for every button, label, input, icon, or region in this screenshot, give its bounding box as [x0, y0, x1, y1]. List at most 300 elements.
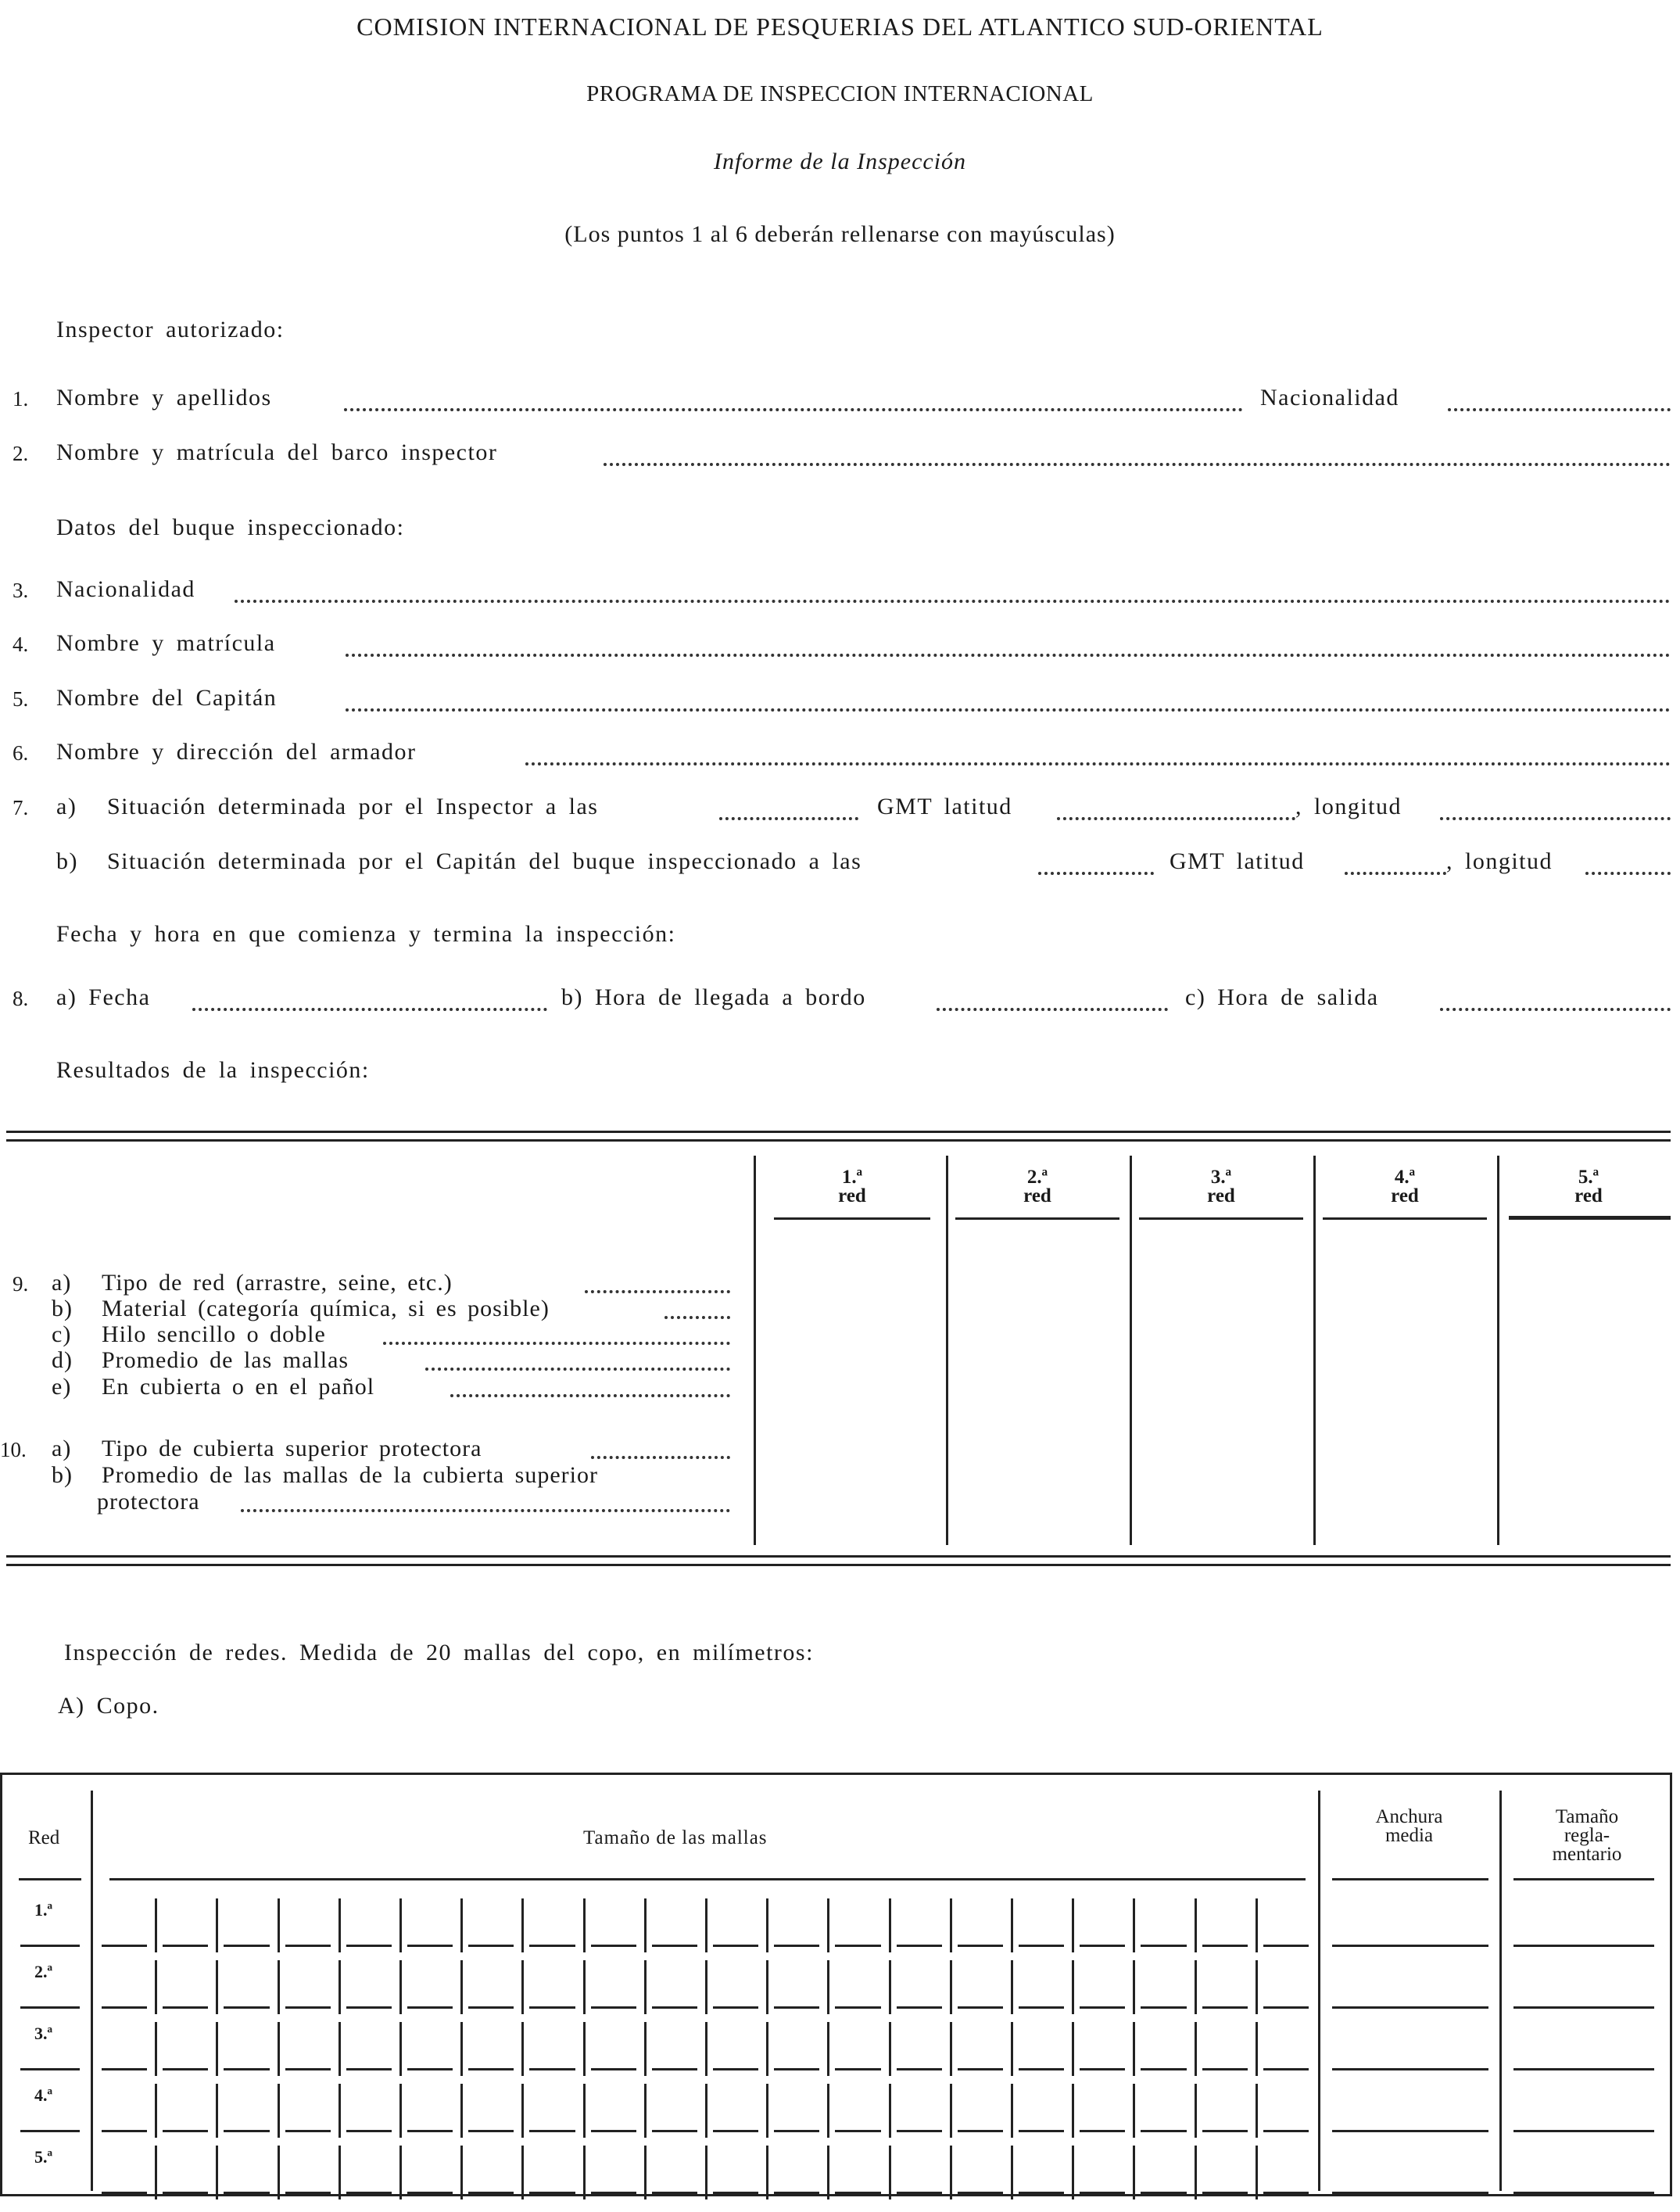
position-b-letter: b): [56, 848, 78, 874]
arrival-label: b) Hora de llegada a bordo: [561, 984, 866, 1010]
net-column-header-1: 1.ª red: [838, 1167, 866, 1206]
item9-c-letter: c): [52, 1321, 72, 1347]
program-title: PROGRAMA DE INSPECCION INTERNACIONAL: [586, 81, 1094, 106]
average-width-entry[interactable]: [1332, 1945, 1488, 1947]
mesh-size-entry[interactable]: [1202, 2006, 1248, 2009]
position-a-time-input-line[interactable]: [719, 817, 858, 820]
mesh-size-entry[interactable]: [1263, 1945, 1309, 1947]
mesh-cell-divider: [1133, 1898, 1135, 1952]
item10-b-letter: b): [52, 1462, 73, 1488]
nets-table-bottom: [0, 2194, 1672, 2196]
mesh-cell-divider: [1133, 1960, 1135, 2014]
mesh-cell-divider: [889, 2084, 891, 2138]
mesh-cell-divider: [583, 2146, 586, 2199]
mesh-cell-divider: [583, 1898, 586, 1952]
field-label-captain: Nombre del Capitán: [56, 685, 278, 711]
mesh-cell-divider: [1256, 2022, 1258, 2076]
mesh-cell-divider: [1195, 1960, 1197, 2014]
mesh-size-entry[interactable]: [102, 2192, 147, 2194]
mesh-cell-divider: [460, 2022, 463, 2076]
mesh-size-entry[interactable]: [652, 2130, 697, 2132]
mesh-cell-divider: [950, 2146, 952, 2199]
item10-b-text: Promedio de las mallas de la cubierta superior: [102, 1462, 598, 1488]
mesh-size-entry[interactable]: [774, 2192, 819, 2194]
regulation-size-entry[interactable]: [1513, 2068, 1654, 2070]
net-row-divider: [20, 2006, 80, 2009]
report-title: Informe de la Inspección: [713, 149, 967, 174]
mesh-size-entry[interactable]: [1080, 1945, 1125, 1947]
nets-table-top: [0, 1773, 1672, 1775]
mesh-size-entry[interactable]: [468, 2130, 514, 2132]
mesh-size-entry[interactable]: [346, 2130, 392, 2132]
mesh-size-entry[interactable]: [1263, 2068, 1309, 2070]
mesh-size-entry[interactable]: [285, 1945, 331, 1947]
mesh-size-entry[interactable]: [774, 2130, 819, 2132]
results-table-bottom-rule-2: [6, 1564, 1671, 1566]
regulation-size-entry[interactable]: [1513, 1945, 1654, 1947]
nets-table-right: [1670, 1773, 1672, 2196]
mesh-cell-divider: [950, 1960, 952, 2014]
mesh-cell-divider: [216, 1898, 218, 1952]
mesh-cell-divider: [521, 2084, 524, 2138]
mesh-size-entry[interactable]: [835, 2068, 880, 2070]
mesh-cell-divider: [521, 2146, 524, 2199]
mesh-cell-divider: [278, 2084, 280, 2138]
mesh-cell-divider: [339, 1898, 341, 1952]
mesh-size-entry[interactable]: [224, 2192, 269, 2194]
mesh-size-entry[interactable]: [346, 1945, 392, 1947]
item9-b-text: Material (categoría química, si es posible): [102, 1296, 550, 1321]
results-heading: Resultados de la inspección:: [56, 1057, 370, 1083]
mesh-size-entry[interactable]: [163, 1945, 208, 1947]
mesh-size-entry[interactable]: [835, 1945, 880, 1947]
name-input-line[interactable]: [344, 408, 1243, 411]
nets-header-underline-size: [109, 1878, 1306, 1880]
mesh-size-entry[interactable]: [285, 2130, 331, 2132]
net-row-label: 1.ª: [34, 1900, 53, 1920]
mesh-cell-divider: [889, 2022, 891, 2076]
mesh-size-entry[interactable]: [1019, 2192, 1064, 2194]
nets-table-left: [0, 1773, 2, 2196]
item-number: 5.: [13, 687, 29, 711]
mesh-size-entry[interactable]: [163, 2006, 208, 2009]
position-a-latitude-input-line[interactable]: [1057, 817, 1295, 820]
position-b-latitude-input-line[interactable]: [1345, 872, 1446, 875]
mesh-size-entry[interactable]: [1202, 2068, 1248, 2070]
position-b-gmt-label: GMT latitud: [1170, 848, 1305, 874]
mesh-cell-divider: [339, 2084, 341, 2138]
mesh-size-entry[interactable]: [1141, 2130, 1186, 2132]
item9-b-letter: b): [52, 1296, 73, 1321]
item-number: 4.: [13, 633, 29, 656]
mesh-size-entry[interactable]: [407, 1945, 453, 1947]
net-row-label: 5.ª: [34, 2147, 53, 2167]
item-number: 6.: [13, 741, 29, 765]
mesh-size-entry[interactable]: [591, 2192, 636, 2194]
mesh-size-entry[interactable]: [1263, 2006, 1309, 2009]
item9-d-leader: [425, 1368, 730, 1371]
mesh-size-entry[interactable]: [1141, 2068, 1186, 2070]
mesh-size-entry[interactable]: [1202, 2130, 1248, 2132]
mesh-size-entry[interactable]: [713, 1945, 758, 1947]
mesh-size-entry[interactable]: [897, 1945, 942, 1947]
mesh-size-entry[interactable]: [897, 2068, 942, 2070]
field-label-vessel-nationality: Nacionalidad: [56, 576, 195, 602]
nets-col-red: Red: [28, 1827, 60, 1848]
item-number: 3.: [13, 579, 29, 602]
mesh-cell-divider: [155, 1898, 157, 1952]
mesh-size-entry[interactable]: [1080, 2130, 1125, 2132]
mesh-size-entry[interactable]: [1019, 2068, 1064, 2070]
mesh-size-entry[interactable]: [224, 2068, 269, 2070]
net-column-header-4: 4.ª red: [1391, 1167, 1419, 1206]
mesh-cell-divider: [766, 2022, 768, 2076]
item9-d-text: Promedio de las mallas: [102, 1347, 349, 1373]
uppercase-note: (Los puntos 1 al 6 deberán rellenarse con mayúsculas): [564, 221, 1116, 247]
ship-input-line[interactable]: [604, 463, 1671, 466]
mesh-size-entry[interactable]: [224, 2006, 269, 2009]
captain-input-line[interactable]: [346, 708, 1671, 712]
mesh-size-entry[interactable]: [224, 2130, 269, 2132]
mesh-size-entry[interactable]: [163, 2130, 208, 2132]
mesh-cell-divider: [399, 2022, 402, 2076]
mesh-cell-divider: [1195, 1898, 1197, 1952]
mesh-size-entry[interactable]: [102, 1945, 147, 1947]
average-width-entry[interactable]: [1332, 2068, 1488, 2070]
nets-col-size: Tamaño de las mallas: [583, 1827, 768, 1848]
header-underline: [1323, 1217, 1487, 1220]
item10-a-text: Tipo de cubierta superior protectora: [102, 1436, 482, 1461]
mesh-cell-divider: [521, 1898, 524, 1952]
mesh-size-entry[interactable]: [652, 2006, 697, 2009]
mesh-size-entry[interactable]: [468, 2192, 514, 2194]
mesh-size-entry[interactable]: [1019, 1945, 1064, 1947]
mesh-cell-divider: [155, 2084, 157, 2138]
mesh-cell-divider: [1072, 2146, 1074, 2199]
mesh-size-entry[interactable]: [713, 2130, 758, 2132]
mesh-size-entry[interactable]: [835, 2006, 880, 2009]
mesh-size-entry[interactable]: [1202, 2192, 1248, 2194]
mesh-size-entry[interactable]: [529, 2006, 575, 2009]
item9-c-leader: [383, 1342, 730, 1345]
regulation-size-entry[interactable]: [1513, 2192, 1654, 2194]
results-column-divider: [946, 1156, 948, 1545]
mesh-size-entry[interactable]: [285, 2006, 331, 2009]
mesh-size-entry[interactable]: [102, 2130, 147, 2132]
net-column-header-5: 5.ª red: [1574, 1167, 1603, 1206]
vessel-name-input-line[interactable]: [346, 654, 1671, 657]
net-row-divider: [20, 2130, 80, 2132]
mesh-cell-divider: [827, 2022, 829, 2076]
mesh-size-entry[interactable]: [468, 2006, 514, 2009]
nets-width-divider: [1318, 1791, 1320, 2191]
mesh-size-entry[interactable]: [1019, 2130, 1064, 2132]
mesh-size-entry[interactable]: [897, 2130, 942, 2132]
inspector-heading: Inspector autorizado:: [56, 317, 285, 342]
field-label-name: Nombre y apellidos: [56, 385, 272, 410]
mesh-cell-divider: [339, 1960, 341, 2014]
mesh-size-entry[interactable]: [163, 2192, 208, 2194]
average-width-entry[interactable]: [1332, 2130, 1488, 2132]
mesh-cell-divider: [460, 2146, 463, 2199]
item-number: 7.: [13, 796, 29, 819]
mesh-cell-divider: [216, 2146, 218, 2199]
item9-d-letter: d): [52, 1347, 73, 1373]
mesh-cell-divider: [1072, 1960, 1074, 2014]
mesh-size-entry[interactable]: [652, 2068, 697, 2070]
mesh-cell-divider: [155, 2146, 157, 2199]
field-label-ship: Nombre y matrícula del barco inspector: [56, 439, 498, 465]
mesh-cell-divider: [1011, 2022, 1013, 2076]
results-table-top-rule: [6, 1131, 1671, 1133]
departure-label: c) Hora de salida: [1185, 984, 1379, 1010]
mesh-cell-divider: [705, 1960, 707, 2014]
mesh-size-entry[interactable]: [1202, 1945, 1248, 1947]
mesh-size-entry[interactable]: [591, 1945, 636, 1947]
mesh-cell-divider: [827, 2084, 829, 2138]
mesh-cell-divider: [950, 2022, 952, 2076]
mesh-size-entry[interactable]: [407, 2068, 453, 2070]
vessel-heading: Datos del buque inspeccionado:: [56, 514, 405, 540]
mesh-cell-divider: [583, 2022, 586, 2076]
item9-c-text: Hilo sencillo o doble: [102, 1321, 326, 1347]
mesh-size-entry[interactable]: [407, 2130, 453, 2132]
mesh-cell-divider: [583, 2084, 586, 2138]
mesh-cell-divider: [950, 2084, 952, 2138]
mesh-cell-divider: [399, 2084, 402, 2138]
mesh-size-entry[interactable]: [774, 2006, 819, 2009]
field-label-nationality: Nacionalidad: [1260, 385, 1399, 410]
position-b-longitude-input-line[interactable]: [1585, 872, 1671, 875]
mesh-cell-divider: [155, 1960, 157, 2014]
mesh-cell-divider: [339, 2022, 341, 2076]
position-a-longitude-input-line[interactable]: [1440, 817, 1671, 820]
owner-input-line[interactable]: [525, 762, 1671, 765]
mesh-size-entry[interactable]: [1019, 2006, 1064, 2009]
mesh-size-entry[interactable]: [958, 2006, 1003, 2009]
item10-a-letter: a): [52, 1436, 72, 1461]
date-input-line[interactable]: [192, 1008, 547, 1011]
item-number: 10.: [0, 1438, 27, 1461]
mesh-size-entry[interactable]: [713, 2068, 758, 2070]
mesh-cell-divider: [216, 2022, 218, 2076]
mesh-cell-divider: [1072, 2022, 1074, 2076]
mesh-size-entry[interactable]: [835, 2192, 880, 2194]
mesh-cell-divider: [399, 1898, 402, 1952]
mesh-cell-divider: [705, 2084, 707, 2138]
mesh-size-entry[interactable]: [407, 2192, 453, 2194]
mesh-cell-divider: [644, 2146, 647, 2199]
organization-title: COMISION INTERNACIONAL DE PESQUERIAS DEL ATLANTICO SUD-ORIENTAL: [356, 13, 1324, 41]
mesh-cell-divider: [1072, 1898, 1074, 1952]
field-label-vessel-name: Nombre y matrícula: [56, 630, 276, 656]
item-number: 2.: [13, 442, 29, 465]
net-row-label: 4.ª: [34, 2085, 53, 2105]
results-table-top-rule-2: [6, 1139, 1671, 1142]
mesh-size-entry[interactable]: [529, 2130, 575, 2132]
mesh-cell-divider: [1011, 1960, 1013, 2014]
mesh-size-entry[interactable]: [346, 2068, 392, 2070]
mesh-size-entry[interactable]: [835, 2130, 880, 2132]
mesh-size-entry[interactable]: [958, 1945, 1003, 1947]
mesh-cell-divider: [399, 2146, 402, 2199]
nets-red-divider: [91, 1791, 93, 2191]
mesh-size-entry[interactable]: [1263, 2130, 1309, 2132]
average-width-entry[interactable]: [1332, 2006, 1488, 2009]
mesh-size-entry[interactable]: [1080, 2068, 1125, 2070]
mesh-cell-divider: [766, 2084, 768, 2138]
mesh-cell-divider: [460, 1898, 463, 1952]
item9-a-letter: a): [52, 1270, 72, 1296]
results-column-divider: [1130, 1156, 1132, 1545]
item9-e-leader: [450, 1394, 730, 1397]
mesh-size-entry[interactable]: [1263, 2192, 1309, 2194]
header-underline: [1509, 1216, 1671, 1220]
nets-header-underline-red: [19, 1878, 81, 1880]
nets-col-width: Anchura media: [1375, 1806, 1443, 1846]
mesh-cell-divider: [1195, 2022, 1197, 2076]
mesh-cell-divider: [644, 2084, 647, 2138]
mesh-cell-divider: [278, 1898, 280, 1952]
mesh-cell-divider: [521, 1960, 524, 2014]
mesh-size-entry[interactable]: [163, 2068, 208, 2070]
mesh-size-entry[interactable]: [407, 2006, 453, 2009]
mesh-cell-divider: [216, 2084, 218, 2138]
regulation-size-entry[interactable]: [1513, 2006, 1654, 2009]
net-row-label: 3.ª: [34, 2024, 53, 2043]
departure-input-line[interactable]: [1440, 1008, 1671, 1011]
regulation-size-entry[interactable]: [1513, 2130, 1654, 2132]
mesh-cell-divider: [827, 1898, 829, 1952]
mesh-cell-divider: [278, 1960, 280, 2014]
mesh-cell-divider: [766, 1898, 768, 1952]
mesh-size-entry[interactable]: [346, 2192, 392, 2194]
mesh-cell-divider: [1195, 2084, 1197, 2138]
dates-heading: Fecha y hora en que comienza y termina la inspección:: [56, 921, 676, 947]
item-number: 1.: [13, 387, 29, 410]
mesh-size-entry[interactable]: [652, 1945, 697, 1947]
header-underline: [1139, 1217, 1303, 1220]
nets-reg-divider: [1499, 1791, 1502, 2191]
mesh-size-entry[interactable]: [1080, 2192, 1125, 2194]
header-underline: [955, 1217, 1119, 1220]
mesh-size-entry[interactable]: [346, 2006, 392, 2009]
mesh-size-entry[interactable]: [285, 2192, 331, 2194]
mesh-size-entry[interactable]: [1080, 2006, 1125, 2009]
mesh-size-entry[interactable]: [591, 2006, 636, 2009]
vessel-nationality-input-line[interactable]: [235, 600, 1671, 603]
net-row-label: 2.ª: [34, 1962, 53, 1981]
mesh-size-entry[interactable]: [285, 2068, 331, 2070]
mesh-size-entry[interactable]: [1141, 1945, 1186, 1947]
mesh-size-entry[interactable]: [774, 1945, 819, 1947]
mesh-cell-divider: [827, 2146, 829, 2199]
mesh-size-entry[interactable]: [224, 1945, 269, 1947]
position-b-longitude-label: , longitud: [1446, 848, 1553, 874]
mesh-size-entry[interactable]: [529, 2068, 575, 2070]
mesh-cell-divider: [1011, 2146, 1013, 2199]
arrival-input-line[interactable]: [937, 1008, 1168, 1011]
mesh-cell-divider: [889, 1960, 891, 2014]
item9-b-leader: [664, 1316, 730, 1319]
mesh-cell-divider: [644, 1898, 647, 1952]
item9-a-leader: [585, 1290, 730, 1293]
mesh-cell-divider: [1133, 2084, 1135, 2138]
position-b-time-input-line[interactable]: [1038, 872, 1154, 875]
mesh-size-entry[interactable]: [529, 1945, 575, 1947]
position-b-label: Situación determinada por el Capitán del buque inspeccionado a las: [107, 848, 862, 874]
mesh-size-entry[interactable]: [897, 2006, 942, 2009]
mesh-cell-divider: [766, 1960, 768, 2014]
mesh-size-entry[interactable]: [591, 2068, 636, 2070]
mesh-cell-divider: [644, 1960, 647, 2014]
results-column-divider: [1497, 1156, 1499, 1545]
nets-col-regulation: Tamaño regla- mentario: [1552, 1806, 1622, 1865]
mesh-cell-divider: [766, 2146, 768, 2199]
mesh-size-entry[interactable]: [102, 2068, 147, 2070]
position-a-gmt-label: GMT latitud: [877, 794, 1012, 819]
mesh-cell-divider: [827, 1960, 829, 2014]
results-table-bottom-rule: [6, 1555, 1671, 1558]
net-row-divider: [20, 2068, 80, 2070]
net-row-divider: [20, 1945, 80, 1947]
net-column-header-3: 3.ª red: [1207, 1167, 1235, 1206]
mesh-cell-divider: [460, 2084, 463, 2138]
item9-e-text: En cubierta o en el pañol: [102, 1374, 375, 1400]
header-underline: [774, 1217, 930, 1220]
position-a-letter: a): [56, 794, 77, 819]
mesh-size-entry[interactable]: [958, 2130, 1003, 2132]
mesh-cell-divider: [705, 2146, 707, 2199]
mesh-size-entry[interactable]: [713, 2192, 758, 2194]
mesh-size-entry[interactable]: [713, 2006, 758, 2009]
mesh-size-entry[interactable]: [468, 1945, 514, 1947]
mesh-cell-divider: [889, 2146, 891, 2199]
average-width-entry[interactable]: [1332, 2192, 1488, 2194]
mesh-size-entry[interactable]: [102, 2006, 147, 2009]
mesh-cell-divider: [1133, 2146, 1135, 2199]
item9-e-letter: e): [52, 1374, 72, 1400]
item10-b-continuation: protectora: [97, 1489, 200, 1515]
position-a-longitude-label: , longitud: [1295, 794, 1402, 819]
mesh-size-entry[interactable]: [468, 2068, 514, 2070]
position-a-label: Situación determinada por el Inspector a las: [107, 794, 599, 819]
mesh-cell-divider: [1011, 2084, 1013, 2138]
date-label: a) Fecha: [56, 984, 151, 1010]
inspector-nationality-input-line[interactable]: [1448, 408, 1671, 411]
mesh-size-entry[interactable]: [958, 2192, 1003, 2194]
mesh-size-entry[interactable]: [1141, 2006, 1186, 2009]
mesh-cell-divider: [216, 1960, 218, 2014]
mesh-cell-divider: [155, 2022, 157, 2076]
mesh-cell-divider: [705, 2022, 707, 2076]
item9-a-text: Tipo de red (arrastre, seine, etc.): [102, 1270, 453, 1296]
mesh-cell-divider: [399, 1960, 402, 2014]
mesh-size-entry[interactable]: [591, 2130, 636, 2132]
mesh-size-entry[interactable]: [774, 2068, 819, 2070]
nets-heading: Inspección de redes. Medida de 20 mallas del copo, en milímetros:: [64, 1640, 814, 1665]
mesh-size-entry[interactable]: [958, 2068, 1003, 2070]
mesh-size-entry[interactable]: [652, 2192, 697, 2194]
mesh-size-entry[interactable]: [529, 2192, 575, 2194]
mesh-cell-divider: [705, 1898, 707, 1952]
mesh-size-entry[interactable]: [1141, 2192, 1186, 2194]
mesh-cell-divider: [1195, 2146, 1197, 2199]
mesh-cell-divider: [521, 2022, 524, 2076]
net-column-header-2: 2.ª red: [1023, 1167, 1051, 1206]
item10-b-leader: [241, 1509, 730, 1512]
mesh-size-entry[interactable]: [897, 2192, 942, 2194]
